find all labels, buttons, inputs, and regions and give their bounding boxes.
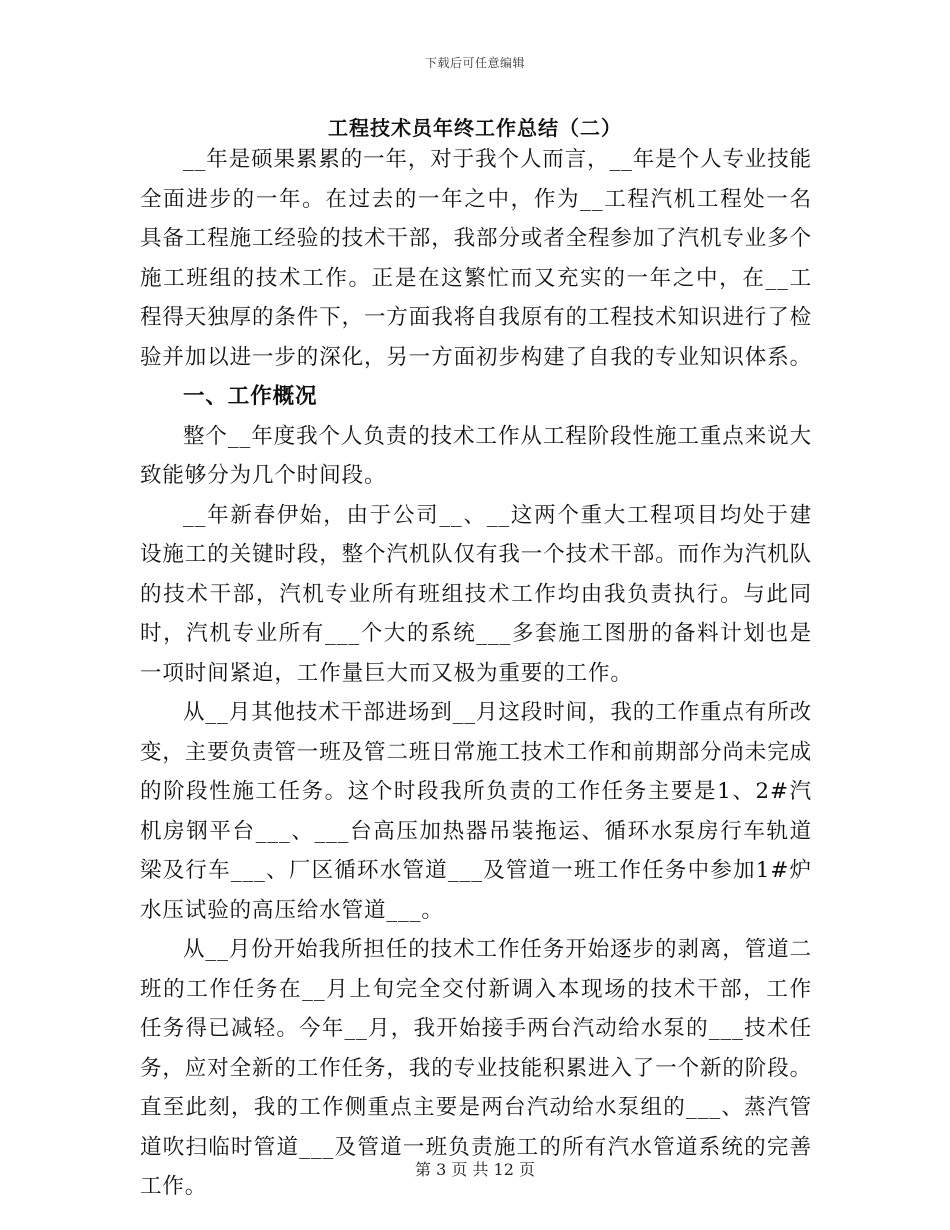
intro-paragraph: __年是硕果累累的一年，对于我个人而言，__年是个人专业技能全面进步的一年。在过去的一年之中，作为__工程汽机工程处一名具备工程施工经验的技术干部，我部分或者全程参加了汽机专业多个施工班组的技术工作。正是在这繁忙而又充实的一年之中，在__工程得天独厚的条件下，一方面我将自我原有的工程技术知识进行了检验并加以进一步的深化，另一方面初步构建了自我的专业知识体系。	[140, 147, 813, 370]
body-paragraph: 从__月份开始我所担任的技术工作任务开始逐步的剥离，管道二班的工作任务在__月上旬完全交付新调入本现场的技术干部，工作任务得已减轻。今年__月，我开始接手两台汽动给水泵的___技术任务，应对全新的工作任务，我的专业技能积累进入了一个新的阶段。直至此刻，我的工作侧重点主要是两台汽动给水泵组的___、蒸汽管道吹扫临时管道___及管道一班负责施工的所有汽水管道系统的完善工作。	[140, 937, 813, 1199]
section-heading-work-overview: 一、工作概况	[183, 384, 318, 409]
body-paragraph: 从__月其他技术干部进场到__月这段时间，我的工作重点有所改变，主要负责管一班及管二班日常施工技术工作和前期部分尚未完成的阶段性施工任务。这个时段我所负责的工作任务主要是1、2#汽机房钢平台___、___台高压加热器吊装拖运、循环水泵房行车轨道梁及行车___、厂区循环水管道___及管道一班工作任务中参加1#炉水压试验的高压给水管道___。	[140, 700, 813, 923]
header-edit-note: 下载后可任意编辑	[424, 56, 525, 70]
document-title: 工程技术员年终工作总结（二）	[328, 116, 622, 140]
document-body	[140, 140, 812, 1207]
page-number-indicator: 第 3 页 共 12 页	[415, 1160, 535, 1179]
body-paragraph: 整个__年度我个人负责的技术工作从工程阶段性施工重点来说大致能够分为几个时间段。	[140, 423, 812, 488]
body-paragraph: __年新春伊始，由于公司__、__这两个重大工程项目均处于建设施工的关键时段，整个汽机队仅有我一个技术干部。而作为汽机队的技术干部，汽机专业所有班组技术工作均由我负责执行。与此同时，汽机专业所有___个大的系统___多套施工图册的备料计划也是一项时间紧迫，工作量巨大而又极为重要的工作。	[140, 502, 813, 686]
